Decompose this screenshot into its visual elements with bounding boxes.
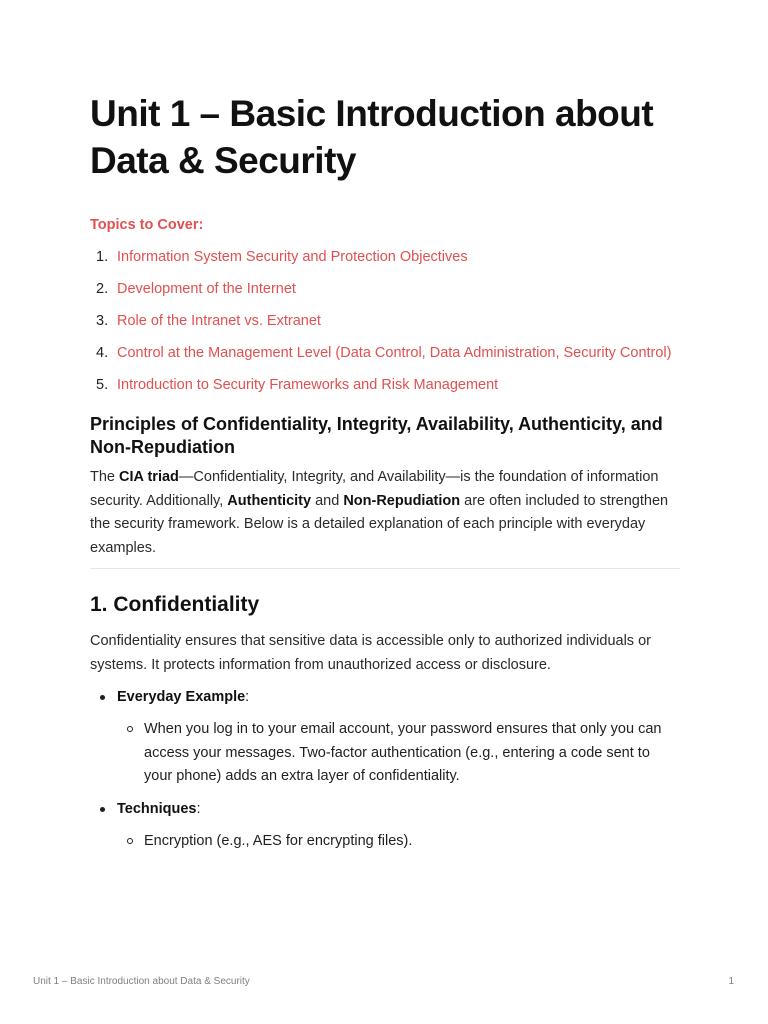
intro-text: —Confidentiality, Integrity, and Availability—is the foundation of information security. Additionally, xyxy=(90,469,659,509)
technique-text: Encryption (e.g., AES for encrypting files). xyxy=(144,832,413,849)
topic-number: 4. xyxy=(96,345,109,361)
example-label: Everyday Example xyxy=(117,689,246,705)
topic-item xyxy=(90,278,680,301)
bullet-item-example xyxy=(90,686,680,789)
topics-list xyxy=(90,246,680,397)
topic-number: 2. xyxy=(96,281,109,297)
topic-item xyxy=(90,374,680,397)
bullet-item-techniques xyxy=(90,798,680,854)
sub-item xyxy=(117,830,680,854)
intro-bold-cia: CIA triad xyxy=(119,469,179,485)
topic-link[interactable]: Introduction to Security Frameworks and Risk Management xyxy=(117,377,499,393)
techniques-sublist xyxy=(117,830,680,854)
example-text: When you log in to your email account, your password ensures that only you can access your messages. Two-factor authentication (e.g., entering a code sent to your phone) adds an extra layer of confidentiality. xyxy=(144,721,662,784)
confidentiality-description: Confidentiality ensures that sensitive data is accessible only to authorized individuals or systems. It protects information from unauthorized access or disclosure. xyxy=(90,633,651,673)
topic-number: 1. xyxy=(96,249,109,265)
topic-link[interactable]: Control at the Management Level (Data Control, Data Administration, Security Control) xyxy=(117,345,672,361)
topic-number: 3. xyxy=(96,313,109,329)
label-colon: : xyxy=(196,800,201,817)
document-page xyxy=(90,90,680,862)
topic-link[interactable]: Development of the Internet xyxy=(117,281,296,297)
topic-number: 5. xyxy=(96,377,109,393)
intro-bold-authenticity: Authenticity xyxy=(227,492,312,509)
topic-item xyxy=(90,342,680,365)
bullet-dot-icon xyxy=(100,807,105,812)
topics-heading: Topics to Cover: xyxy=(90,217,204,233)
sub-item xyxy=(117,718,680,789)
intro-text: and xyxy=(311,492,344,509)
topic-link[interactable]: Information System Security and Protection Objectives xyxy=(117,249,468,265)
techniques-label: Techniques xyxy=(117,800,197,817)
principles-intro xyxy=(90,466,680,560)
bullet-circle-icon xyxy=(127,726,133,732)
intro-text: The xyxy=(90,469,120,485)
intro-bold-non-repudiation: Non-Repudiation xyxy=(343,492,461,509)
topic-item xyxy=(90,310,680,333)
confidentiality-heading: 1. Confidentiality xyxy=(90,593,260,616)
footer-title: Unit 1 – Basic Introduction about Data & Security xyxy=(33,976,250,987)
bullet-dot-icon xyxy=(100,695,105,700)
example-sublist xyxy=(117,718,680,789)
label-colon: : xyxy=(245,689,250,705)
intro-text: are often included to strengthen the security framework. Below is a detailed explanation of each principle with everyday examples. xyxy=(90,492,669,556)
confidentiality-bullets xyxy=(90,686,680,853)
topic-link[interactable]: Role of the Intranet vs. Extranet xyxy=(117,313,321,329)
footer-page-number: 1 xyxy=(728,976,734,987)
page-title: Unit 1 – Basic Introduction about Data & Security xyxy=(90,93,654,181)
principles-heading: Principles of Confidentiality, Integrity, Availability, Authenticity, and Non-Repudiation xyxy=(90,414,663,457)
topic-item xyxy=(90,246,680,269)
section-divider xyxy=(90,568,680,569)
bullet-circle-icon xyxy=(127,838,133,844)
